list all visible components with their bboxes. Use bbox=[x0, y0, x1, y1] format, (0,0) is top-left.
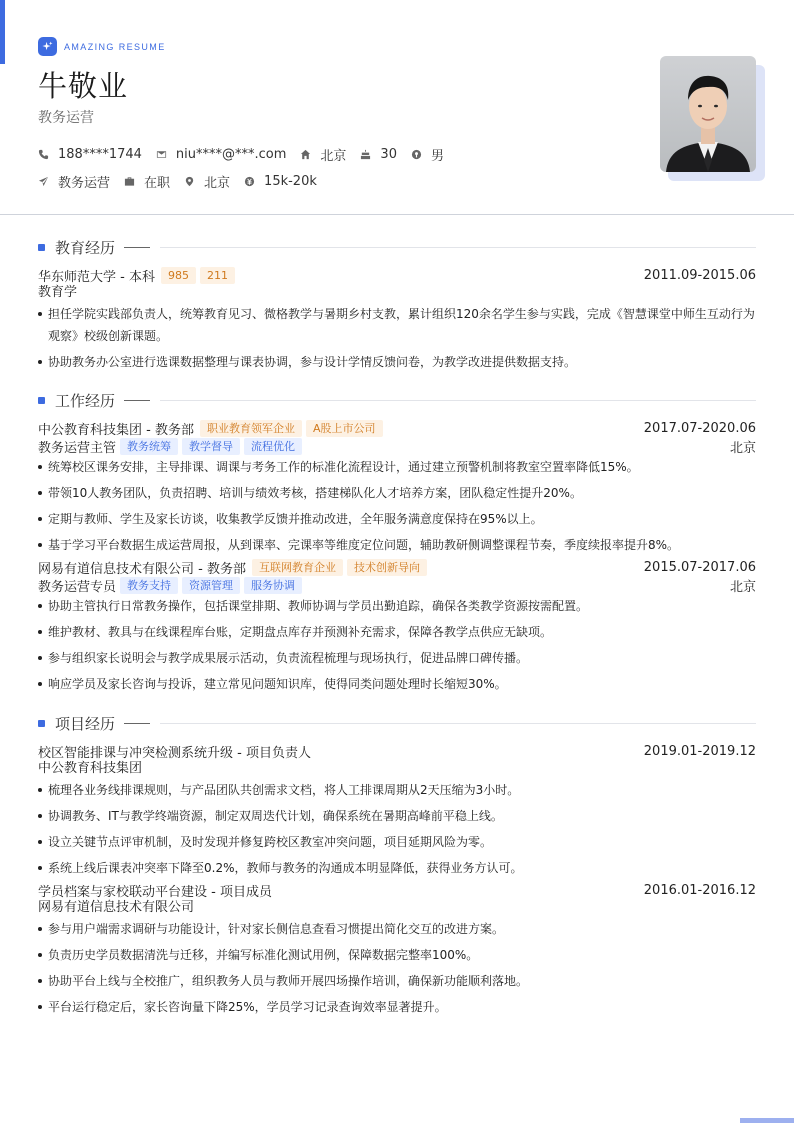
entry-header bbox=[38, 881, 756, 899]
section-marker bbox=[38, 720, 45, 727]
company-department: 中公教育科技集团 - 教务部 bbox=[38, 422, 194, 438]
list-item: 基于学习平台数据生成运营周报，从到课率、完课率等维度定位问题，辅助教研侧调整课程节奏，季度续报率提升8%。 bbox=[38, 534, 756, 556]
section-header bbox=[38, 237, 756, 257]
work-section bbox=[38, 390, 756, 695]
school-degree: 华东师范大学 - 本科 bbox=[38, 269, 155, 285]
salary-item bbox=[244, 174, 317, 189]
home-icon bbox=[300, 149, 311, 160]
intent-position-item bbox=[38, 172, 110, 191]
entry-date: 2016.01-2016.12 bbox=[643, 882, 756, 898]
intent-city-item bbox=[184, 172, 230, 191]
entry-location: 北京 bbox=[729, 440, 756, 456]
bullet-list bbox=[38, 918, 756, 1018]
job-intent-row bbox=[38, 172, 331, 191]
role-title: 教务运营专员 bbox=[38, 579, 117, 595]
project-org: 中公教育科技集团 bbox=[38, 761, 143, 776]
role-row bbox=[38, 576, 756, 594]
money-icon bbox=[244, 176, 255, 187]
list-item: 协助教务办公室进行选课数据整理与课表协调，参与设计学情反馈问卷，为教学改进提供数据支持。 bbox=[38, 351, 756, 373]
role-tag: 流程优化 bbox=[244, 438, 302, 455]
section-title: 项目经历 bbox=[55, 714, 116, 733]
entry-date: 2015.07-2017.06 bbox=[643, 559, 756, 575]
school-tag: 985 bbox=[161, 267, 196, 284]
list-item: 响应学员及家长咨询与投诉，建立常见问题知识库，使得同类问题处理时长缩短30%。 bbox=[38, 673, 756, 695]
city-text: 北京 bbox=[320, 149, 347, 164]
company-tag: 职业教育领军企业 bbox=[200, 420, 302, 437]
phone-icon bbox=[38, 149, 49, 160]
section-dash bbox=[124, 247, 150, 248]
list-item: 统筹校区课务安排，主导排课、调课与考务工作的标准化流程设计，通过建立预警机制将教室空置率降低15%。 bbox=[38, 456, 756, 478]
role-tag: 教务统筹 bbox=[120, 438, 178, 455]
projects-section bbox=[38, 713, 756, 1018]
list-item: 梳理各业务线排课规则，与产品团队共创需求文档，将人工排课周期从2天压缩为3小时。 bbox=[38, 779, 756, 801]
briefcase-icon bbox=[124, 176, 135, 187]
education-entry bbox=[38, 266, 756, 373]
section-divider bbox=[160, 247, 756, 248]
sparkle-icon bbox=[38, 37, 57, 56]
section-marker bbox=[38, 244, 45, 251]
company-tag: A股上市公司 bbox=[306, 420, 383, 437]
list-item: 平台运行稳定后，家长咨询量下降25%，学员学习记录查询效率显著提升。 bbox=[38, 996, 756, 1018]
work-entry bbox=[38, 558, 756, 695]
project-name-role: 学员档案与家校联动平台建设 - 项目成员 bbox=[38, 884, 272, 900]
send-icon bbox=[38, 176, 49, 187]
list-item: 协助主管执行日常教务操作，包括课堂排期、教师协调与学员出勤追踪，确保各类教学资源按需配置。 bbox=[38, 595, 756, 617]
list-item: 负责历史学员数据清洗与迁移，并编写标准化测试用例，保障数据完整率100%。 bbox=[38, 944, 756, 966]
age-item bbox=[360, 147, 397, 162]
school-tag: 211 bbox=[200, 267, 235, 284]
list-item: 维护教材、教具与在线课程库台账，定期盘点库存并预测补充需求，保障各教学点供应无缺项。 bbox=[38, 621, 756, 643]
mail-icon bbox=[156, 149, 167, 160]
section-dash bbox=[124, 400, 150, 401]
intent-city-text: 北京 bbox=[204, 176, 231, 191]
list-item: 设立关键节点评审机制，及时发现并修复跨校区教室冲突问题，项目延期风险为零。 bbox=[38, 831, 756, 853]
resume-header bbox=[0, 0, 794, 215]
candidate-name: 牛敬业 bbox=[38, 69, 129, 103]
city-item bbox=[300, 145, 346, 164]
age-text: 30 bbox=[380, 147, 397, 162]
entry-location: 北京 bbox=[729, 579, 756, 595]
list-item: 系统上线后课表冲突率下降至0.2%，教师与教务的沟通成本明显降低，获得业务方认可。 bbox=[38, 857, 756, 879]
section-divider bbox=[160, 723, 756, 724]
list-item: 带领10人教务团队，负责招聘、培训与绩效考核，搭建梯队化人才培养方案，团队稳定性提升20%。 bbox=[38, 482, 756, 504]
entry-header bbox=[38, 266, 756, 284]
role-title: 教务运营主管 bbox=[38, 440, 117, 456]
entry-header bbox=[38, 742, 756, 760]
list-item: 参与组织家长说明会与教学成果展示活动，负责流程梳理与现场执行，促进品牌口碑传播。 bbox=[38, 647, 756, 669]
company-department: 网易有道信息技术有限公司 - 教务部 bbox=[38, 561, 246, 577]
cake-icon bbox=[360, 149, 371, 160]
location-pin-icon bbox=[184, 176, 195, 187]
email-item bbox=[156, 147, 287, 162]
list-item: 参与用户端需求调研与功能设计，针对家长侧信息查看习惯提出简化交互的改进方案。 bbox=[38, 918, 756, 940]
major: 教育学 bbox=[38, 285, 78, 300]
brand-text: AMAZING RESUME bbox=[64, 41, 166, 52]
entry-date: 2017.07-2020.06 bbox=[643, 420, 756, 436]
role-tag: 教学督导 bbox=[182, 438, 240, 455]
role-row bbox=[38, 437, 756, 455]
project-org: 网易有道信息技术有限公司 bbox=[38, 900, 195, 915]
company-tag: 技术创新导向 bbox=[347, 559, 427, 576]
section-title: 工作经历 bbox=[55, 391, 116, 410]
gender-text: 男 bbox=[430, 149, 444, 164]
section-header bbox=[38, 390, 756, 410]
section-header bbox=[38, 713, 756, 733]
bullet-list bbox=[38, 595, 756, 695]
section-divider bbox=[160, 400, 756, 401]
accent-bar-bottom bbox=[740, 1118, 794, 1123]
section-dash bbox=[124, 723, 150, 724]
role-tag: 资源管理 bbox=[182, 577, 240, 594]
project-name-role: 校区智能排课与冲突检测系统升级 - 项目负责人 bbox=[38, 745, 311, 761]
entry-header bbox=[38, 419, 756, 437]
gender-item bbox=[411, 145, 444, 164]
profile-photo bbox=[660, 56, 756, 172]
email-text: niu****@***.com bbox=[175, 147, 287, 162]
entry-date: 2019.01-2019.12 bbox=[643, 743, 756, 759]
list-item: 担任学院实践部负责人，统筹教育见习、微格教学与暑期乡村支教，累计组织120余名学生参与实践，完成《智慧课堂中师生互动行为观察》校级创新课题。 bbox=[38, 303, 756, 347]
education-section bbox=[38, 237, 756, 373]
gender-icon bbox=[411, 149, 422, 160]
section-marker bbox=[38, 397, 45, 404]
target-position: 教务运营 bbox=[38, 110, 94, 126]
bullet-list bbox=[38, 303, 756, 373]
role-tag: 服务协调 bbox=[244, 577, 302, 594]
bullet-list bbox=[38, 779, 756, 879]
status-item bbox=[124, 172, 170, 191]
salary-text: 15k-20k bbox=[264, 174, 317, 189]
project-entry bbox=[38, 742, 756, 879]
company-tag: 互联网教育企业 bbox=[252, 559, 343, 576]
section-title: 教育经历 bbox=[55, 238, 116, 257]
role-tag: 教务支持 bbox=[120, 577, 178, 594]
brand bbox=[38, 37, 166, 56]
entry-header bbox=[38, 558, 756, 576]
entry-date: 2011.09-2015.06 bbox=[643, 267, 756, 283]
list-item: 协助平台上线与全校推广，组织教务人员与教师开展四场操作培训，确保新功能顺利落地。 bbox=[38, 970, 756, 992]
work-entry bbox=[38, 419, 756, 556]
list-item: 定期与教师、学生及家长访谈，收集教学反馈并推动改进，全年服务满意度保持在95%以上。 bbox=[38, 508, 756, 530]
intent-position-text: 教务运营 bbox=[58, 176, 111, 191]
bullet-list bbox=[38, 456, 756, 556]
list-item: 协调教务、IT与教学终端资源，制定双周迭代计划，确保系统在暑期高峰前平稳上线。 bbox=[38, 805, 756, 827]
phone-item bbox=[38, 147, 142, 162]
project-entry bbox=[38, 881, 756, 1018]
phone-text: 188****1744 bbox=[58, 147, 142, 162]
contact-row bbox=[38, 145, 458, 164]
status-text: 在职 bbox=[144, 176, 171, 191]
